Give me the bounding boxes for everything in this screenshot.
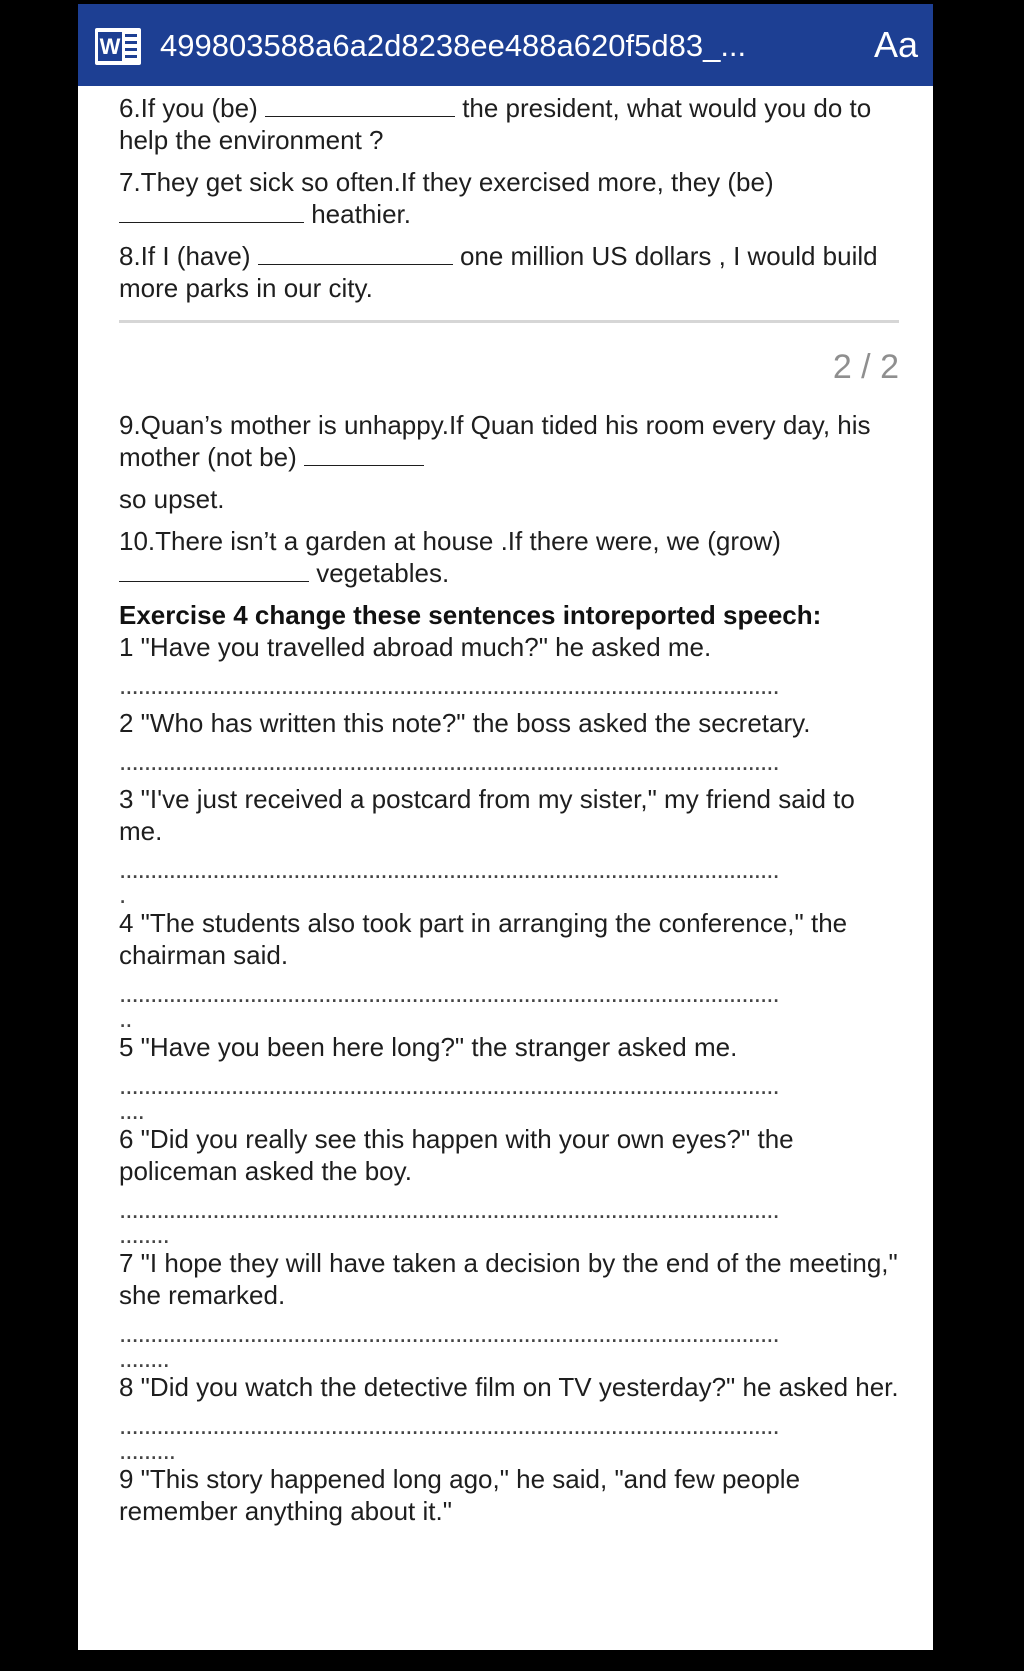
question-9: 9.Quan’s mother is unhappy.If Quan tided his room every day, his mother (not be) (119, 410, 871, 472)
question-7: 7.They get sick so often.If they exercised more, they (be) heathier. (119, 167, 774, 229)
question-9-cont: so upset. (119, 484, 225, 514)
document-title: 499803588a6a2d8238ee488a620f5d83_... (160, 28, 747, 63)
exercise-item-4: 4 "The students also took part in arranging the conference," the chairman said. (119, 908, 848, 970)
question-8: 8.If I (have) one million US dollars , I would build more parks in our city. (119, 241, 878, 303)
document-content[interactable] (119, 92, 899, 1527)
page-indicator: 2 / 2 (832, 348, 899, 386)
answer-line-tail: .. (119, 1003, 132, 1033)
answer-blank (258, 242, 453, 265)
exercise-item-5: 5 "Have you been here long?" the stranger asked me. (119, 1032, 738, 1062)
exercise-4-heading: Exercise 4 change these sentences intoreported speech: (119, 600, 822, 630)
answer-line-tail: ......... (119, 1435, 176, 1465)
exercise-item-8: 8 "Did you watch the detective film on TV yesterday?" he asked her. (119, 1372, 899, 1402)
answer-blank (119, 559, 309, 582)
answer-line-tail: ........ (119, 1343, 169, 1373)
answer-line-tail: ........ (119, 1219, 169, 1249)
exercise-item-3: 3 "I've just received a postcard from my sister," my friend said to me. (119, 784, 855, 846)
answer-line: .......................................................................................................... (119, 746, 779, 776)
answer-line: .......................................................................................................... (119, 1070, 779, 1100)
page-divider (119, 320, 899, 323)
document-viewer (78, 4, 933, 1650)
exercise-item-1: 1 "Have you travelled abroad much?" he asked me. (119, 632, 712, 662)
top-bar (78, 4, 933, 86)
answer-line: .......................................................................................................... (119, 854, 779, 884)
answer-line: .......................................................................................................... (119, 1318, 779, 1348)
exercise-item-2: 2 "Who has written this note?" the boss asked the secretary. (119, 708, 811, 738)
answer-line: .......................................................................................................... (119, 1410, 779, 1440)
exercise-item-7: 7 "I hope they will have taken a decision by the end of the meeting," she remarked. (119, 1248, 898, 1310)
answer-blank (119, 200, 304, 223)
question-6: 6.If you (be) the president, what would you do to help the environment ? (119, 93, 872, 155)
font-size-button[interactable]: Aa (873, 24, 918, 65)
answer-line-tail: .... (119, 1095, 144, 1125)
word-icon (95, 28, 141, 65)
answer-blank (265, 94, 455, 117)
answer-blank (304, 443, 424, 466)
question-10: 10.There isn’t a garden at house .If there were, we (grow) vegetables. (119, 526, 781, 588)
answer-line: .......................................................................................................... (119, 978, 779, 1008)
exercise-item-6: 6 "Did you really see this happen with your own eyes?" the policeman asked the boy. (119, 1124, 794, 1186)
answer-line: .......................................................................................................... (119, 1194, 779, 1224)
answer-line: .......................................................................................................... (119, 670, 779, 700)
exercise-item-9: 9 "This story happened long ago," he said, "and few people remember anything about it." (119, 1464, 801, 1526)
word-icon-letter: W (99, 34, 121, 59)
answer-line-tail: . (119, 879, 126, 909)
